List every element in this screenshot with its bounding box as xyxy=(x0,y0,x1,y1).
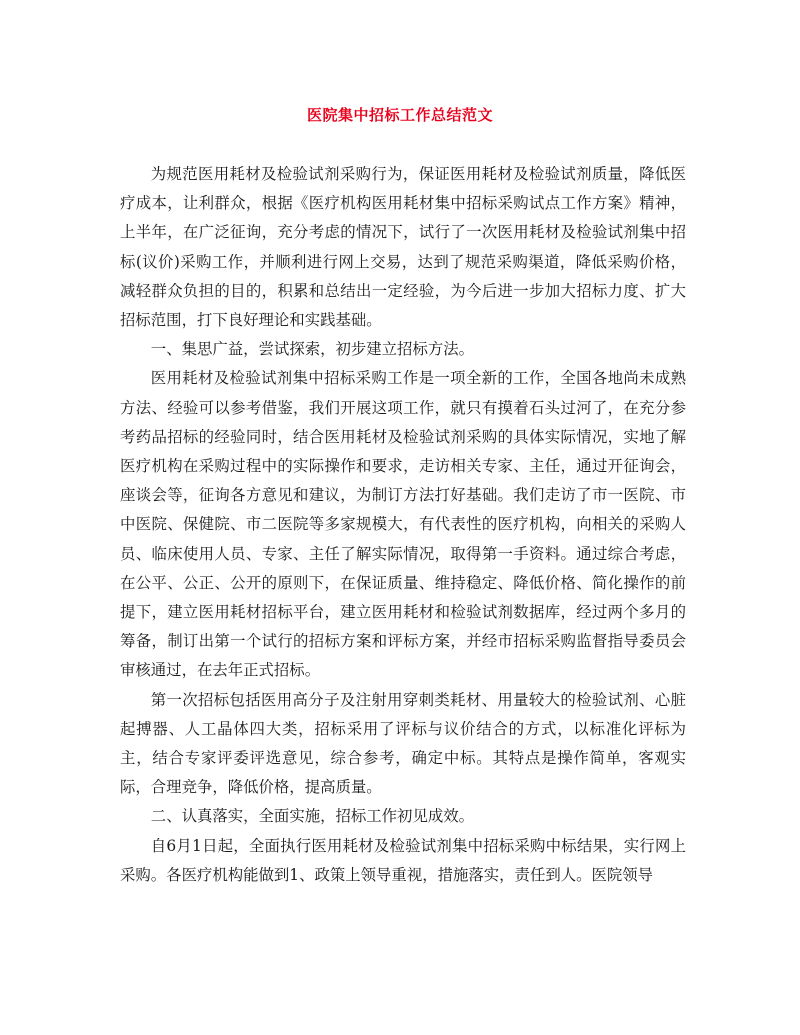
paragraph-section-1-body: 医用耗材及检验试剂集中招标采购工作是一项全新的工作，全国各地尚未成熟方法、经验可以参考借鉴，我们开展这项工作，就只有摸着石头过河了，在充分参考药品招标的经验同时，结合医用耗材及检验试剂采购的具体实际情况，实地了解医疗机构在采购过程中的实际操作和要求，走访相关专家、主任，通过开征询会，座谈会等，征询各方意见和建议，为制订方法打好基础。我们走访了市一医院、市中医院、保健院、市二医院等多家规模大，有代表性的医疗机构，向相关的采购人员、临床使用人员、专家、主任了解实际情况，取得第一手资料。通过综合考虑，在公平、公正、公开的原则下，在保证质量、维持稳定、降低价格、简化操作的前提下，建立医用耗材招标平台，建立医用耗材和检验试剂数据库，经过两个多月的筹备，制订出第一个试行的招标方案和评标方案，并经市招标采购监督指导委员会审核通过，在去年正式招标。 xyxy=(120,369,686,680)
paragraph-first-bidding: 第一次招标包括医用高分子及注射用穿刺类耗材、用量较大的检验试剂、心脏起搏器、人工晶体四大类，招标采用了评标与议价结合的方式，以标准化评标为主，结合专家评委评选意见，综合参考，确定中标。其特点是操作简单，客观实际，合理竞争，降低价格，提高质量。 xyxy=(120,690,686,797)
paragraph-intro: 为规范医用耗材及检验试剂采购行为，保证医用耗材及检验试剂质量，降低医疗成本，让利群众，根据《医疗机构医用耗材集中招标采购试点工作方案》精神，上半年，在广泛征询，充分考虑的情况下，试行了一次医用耗材及检验试剂集中招标(议价)采购工作，并顺利进行网上交易，达到了规范采购渠道，降低采购价格，减轻群众负担的目的，积累和总结出一定经验，为今后进一步加大招标力度、扩大招标范围，打下良好理论和实践基础。 xyxy=(120,165,686,330)
document-title: 医院集中招标工作总结范文 xyxy=(306,106,493,124)
document-body xyxy=(120,160,686,890)
section-heading-1: 一、集思广益，尝试探索，初步建立招标方法。 xyxy=(150,340,475,359)
section-heading-2: 二、认真落实，全面实施，招标工作初见成效。 xyxy=(150,807,475,826)
paragraph-section-2-body: 自6月1日起，全面执行医用耗材及检验试剂集中招标采购中标结果，实行网上采购。各医疗机构能做到1、政策上领导重视，措施落实，责任到人。医院领导 xyxy=(120,836,686,884)
